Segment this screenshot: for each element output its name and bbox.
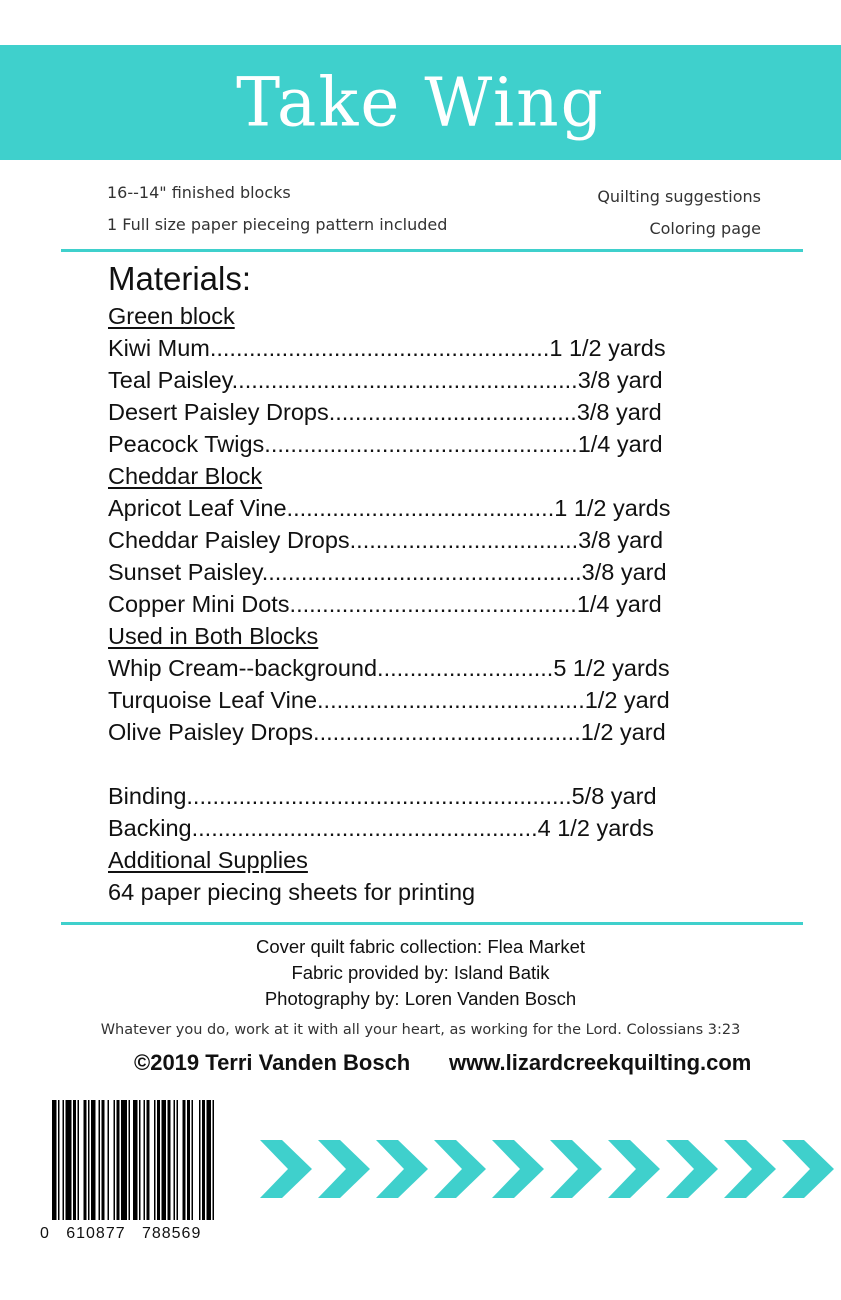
list-item: Kiwi Mum....................................................1 1/2 yards bbox=[108, 335, 666, 361]
pattern-info bbox=[107, 182, 447, 246]
chevron-icon bbox=[666, 1140, 718, 1198]
photography-text: Photography by: Loren Vanden Bosch bbox=[264, 988, 577, 1009]
barcode-bar bbox=[187, 1100, 190, 1220]
barcode-bar bbox=[78, 1100, 80, 1220]
chevron-icon bbox=[434, 1140, 486, 1198]
barcode-bar bbox=[52, 1100, 57, 1220]
barcode-bars bbox=[38, 1100, 228, 1225]
list-item: Peacock Twigs................................................1/4 yard bbox=[108, 431, 663, 457]
chevron-arrow-icons bbox=[260, 1138, 841, 1200]
coloring-page-text: Coloring page bbox=[649, 219, 761, 238]
list-item: Desert Paisley Drops......................................3/8 yard bbox=[108, 399, 662, 425]
page-title: Take Wing bbox=[236, 63, 605, 142]
list-item: 64 paper piecing sheets for printing bbox=[108, 879, 476, 905]
barcode-bar bbox=[213, 1100, 215, 1220]
bible-verse: Whatever you do, work at it with all your heart, as working for the Lord. Colossians 3:23 bbox=[100, 1022, 741, 1038]
chevron-arrows-decoration bbox=[260, 1138, 841, 1200]
finished-blocks-text: 16--14" finished blocks bbox=[107, 183, 291, 202]
list-item: Olive Paisley Drops.........................................1/2 yard bbox=[108, 719, 666, 745]
copyright-text: ©2019 Terri Vanden Bosch bbox=[134, 1050, 411, 1075]
chevron-icon bbox=[782, 1140, 834, 1198]
paper-pattern-text: 1 Full size paper pieceing pattern included bbox=[107, 215, 448, 234]
backing-item: Backing.....................................................4 1/2 yards bbox=[108, 815, 654, 841]
barcode-bar bbox=[73, 1100, 76, 1220]
list-item: Turquoise Leaf Vine.........................................1/2 yard bbox=[108, 687, 670, 713]
barcode bbox=[38, 1100, 228, 1240]
barcode-bar bbox=[84, 1100, 87, 1220]
chevron-icon bbox=[260, 1140, 312, 1198]
additional-supplies-heading: Additional Supplies bbox=[108, 847, 308, 873]
chevron-icon bbox=[376, 1140, 428, 1198]
pattern-extras bbox=[597, 186, 761, 250]
barcode-bar bbox=[139, 1100, 141, 1220]
divider-bottom bbox=[61, 922, 803, 925]
list-spacer bbox=[108, 748, 768, 780]
barcode-bar bbox=[192, 1100, 194, 1220]
both-blocks-heading: Used in Both Blocks bbox=[108, 623, 319, 649]
fabric-provider-text: Fabric provided by: Island Batik bbox=[291, 962, 550, 983]
barcode-bar bbox=[58, 1100, 60, 1220]
barcode-bar bbox=[88, 1100, 90, 1220]
green-block-heading: Green block bbox=[108, 303, 235, 329]
barcode-bar bbox=[154, 1100, 156, 1220]
credits bbox=[0, 934, 841, 1012]
title-banner bbox=[0, 45, 841, 160]
list-item: Copper Mini Dots............................................1/4 yard bbox=[108, 591, 662, 617]
barcode-bar bbox=[202, 1100, 205, 1220]
barcode-bar bbox=[129, 1100, 131, 1220]
materials-list bbox=[108, 258, 768, 908]
barcode-bar bbox=[199, 1100, 201, 1220]
barcode-bar bbox=[108, 1100, 110, 1220]
barcode-number: 0 610877 788569 bbox=[40, 1225, 202, 1242]
barcode-bar bbox=[157, 1100, 160, 1220]
barcode-bar bbox=[121, 1100, 127, 1220]
list-item: Cheddar Paisley Drops...................................3/8 yard bbox=[108, 527, 664, 553]
chevron-icon bbox=[318, 1140, 370, 1198]
fabric-collection-text: Cover quilt fabric collection: Flea Market bbox=[255, 936, 586, 957]
barcode-bar bbox=[91, 1100, 96, 1220]
barcode-bar bbox=[144, 1100, 146, 1220]
divider-top bbox=[61, 249, 803, 252]
barcode-bar bbox=[66, 1100, 72, 1220]
cheddar-block-heading: Cheddar Block bbox=[108, 463, 263, 489]
barcode-bar bbox=[183, 1100, 186, 1220]
barcode-bar bbox=[147, 1100, 150, 1220]
quilting-suggestions-text: Quilting suggestions bbox=[597, 187, 761, 206]
barcode-bar bbox=[177, 1100, 179, 1220]
barcode-bar bbox=[63, 1100, 65, 1220]
list-item: Apricot Leaf Vine.........................................1 1/2 yards bbox=[108, 495, 671, 521]
barcode-bar bbox=[117, 1100, 120, 1220]
list-item: Teal Paisley.....................................................3/8 yard bbox=[108, 367, 663, 393]
barcode-bar bbox=[114, 1100, 116, 1220]
binding-item: Binding...........................................................5/8 yard bbox=[108, 783, 657, 809]
barcode-bar bbox=[99, 1100, 101, 1220]
barcode-bar bbox=[162, 1100, 167, 1220]
barcode-bar bbox=[168, 1100, 171, 1220]
list-item: Whip Cream--background...........................5 1/2 yards bbox=[108, 655, 670, 681]
chevron-icon bbox=[724, 1140, 776, 1198]
barcode-bar bbox=[133, 1100, 138, 1220]
chevron-icon bbox=[492, 1140, 544, 1198]
chevron-icon bbox=[550, 1140, 602, 1198]
materials-title: Materials: bbox=[108, 260, 252, 297]
barcode-bar bbox=[174, 1100, 176, 1220]
chevron-icon bbox=[608, 1140, 660, 1198]
website-link[interactable]: www.lizardcreekquilting.com bbox=[449, 1050, 752, 1075]
list-item: Sunset Paisley.................................................3/8 yard bbox=[108, 559, 667, 585]
barcode-bar bbox=[207, 1100, 212, 1220]
barcode-bar bbox=[102, 1100, 105, 1220]
